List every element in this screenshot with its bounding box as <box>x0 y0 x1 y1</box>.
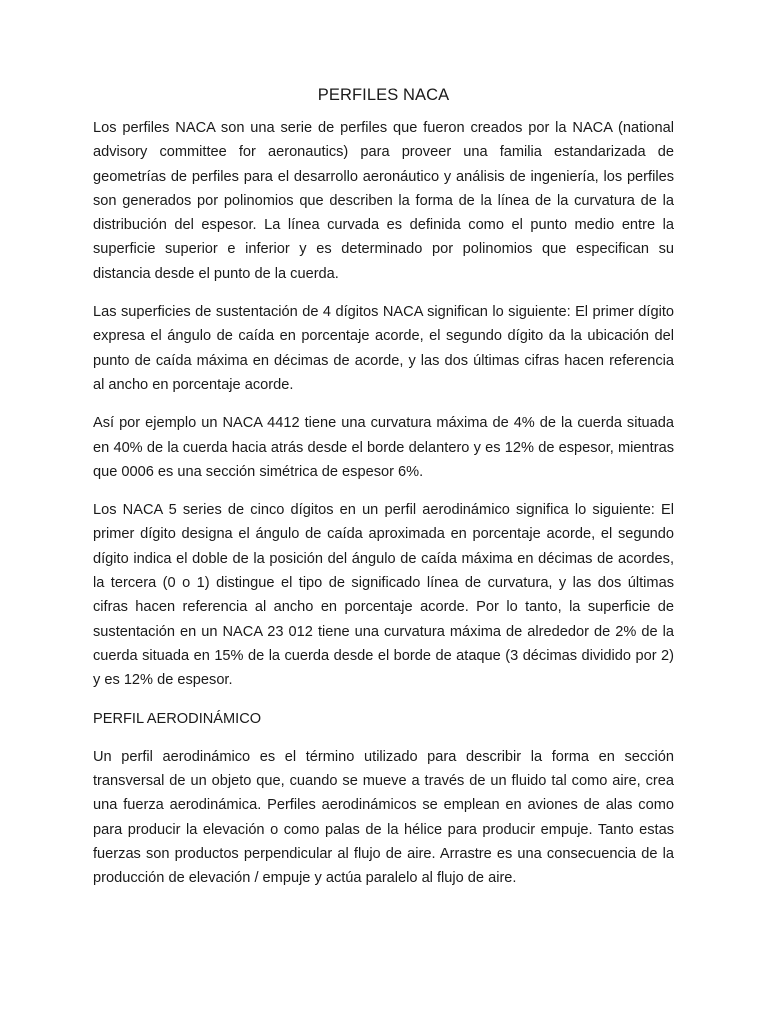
paragraph-naca-4-digit: Las superficies de sustentación de 4 dígitos NACA significan lo siguiente: El primer dígito expresa el ángulo de caída en porcentaje acorde, el segundo dígito da la ubicación del punto de caída máxima en décimas de acorde, y las dos últimas cifras hacen referencia al ancho en porcentaje acorde. <box>93 304 674 393</box>
paragraph-naca-example: Así por ejemplo un NACA 4412 tiene una curvatura máxima de 4% de la cuerda situada en 40% de la cuerda hacia atrás desde el borde delantero y es 12% de espesor, mientras que 0006 es una sección simétrica de espesor 6%. <box>93 415 674 480</box>
document-page <box>93 84 674 905</box>
paragraph-naca-5-series: Los NACA 5 series de cinco dígitos en un perfil aerodinámico significa lo siguiente: El primer dígito designa el ángulo de caída aproximada en porcentaje acorde, el segundo dígito indica el doble de la posición del ángulo de caída máxima en décimas de acordes, la tercera (0 o 1) distingue el tipo de significado línea de curvatura, y las dos últimas cifras hacen referencia al ancho en porcentaje acorde. Por lo tanto, la superficie de sustentación en un NACA 23 012 tiene una curvatura máxima de alrededor de 2% de la cuerda situada en 15% de la cuerda desde el borde de ataque (3 décimas dividido por 2) y es 12% de espesor. <box>93 502 674 689</box>
section-heading-perfil-aerodinamico: PERFIL AERODINÁMICO <box>93 710 262 727</box>
paragraph-perfil-aerodinamico: Un perfil aerodinámico es el término utilizado para describir la forma en sección transversal de un objeto que, cuando se mueve a través de un fluido tal como aire, crea una fuerza aerodinámica. Perfiles aerodinámicos se emplean en aviones de alas como para producir la elevación o como palas de la hélice para producir empuje. Tanto estas fuerzas son productos perpendicular al flujo de aire. Arrastre es una consecuencia de la producción de elevación / empuje y actúa paralelo al flujo de aire. <box>93 748 674 887</box>
document-title: PERFILES NACA <box>317 86 450 104</box>
paragraph-naca-intro: Los perfiles NACA son una serie de perfiles que fueron creados por la NACA (national advisory committee for aeronautics) para proveer una familia estandarizada de geometrías de perfiles para el desarrollo aeronáutico y análisis de ingeniería, los perfiles son generados por polinomios que describen la forma de la línea de la curvatura de la distribución del espesor. La línea curvada es definida como el punto medio entre la superficie superior e inferior y es determinado por polinomios que especifican su distancia desde el punto de la cuerda. <box>93 120 674 282</box>
